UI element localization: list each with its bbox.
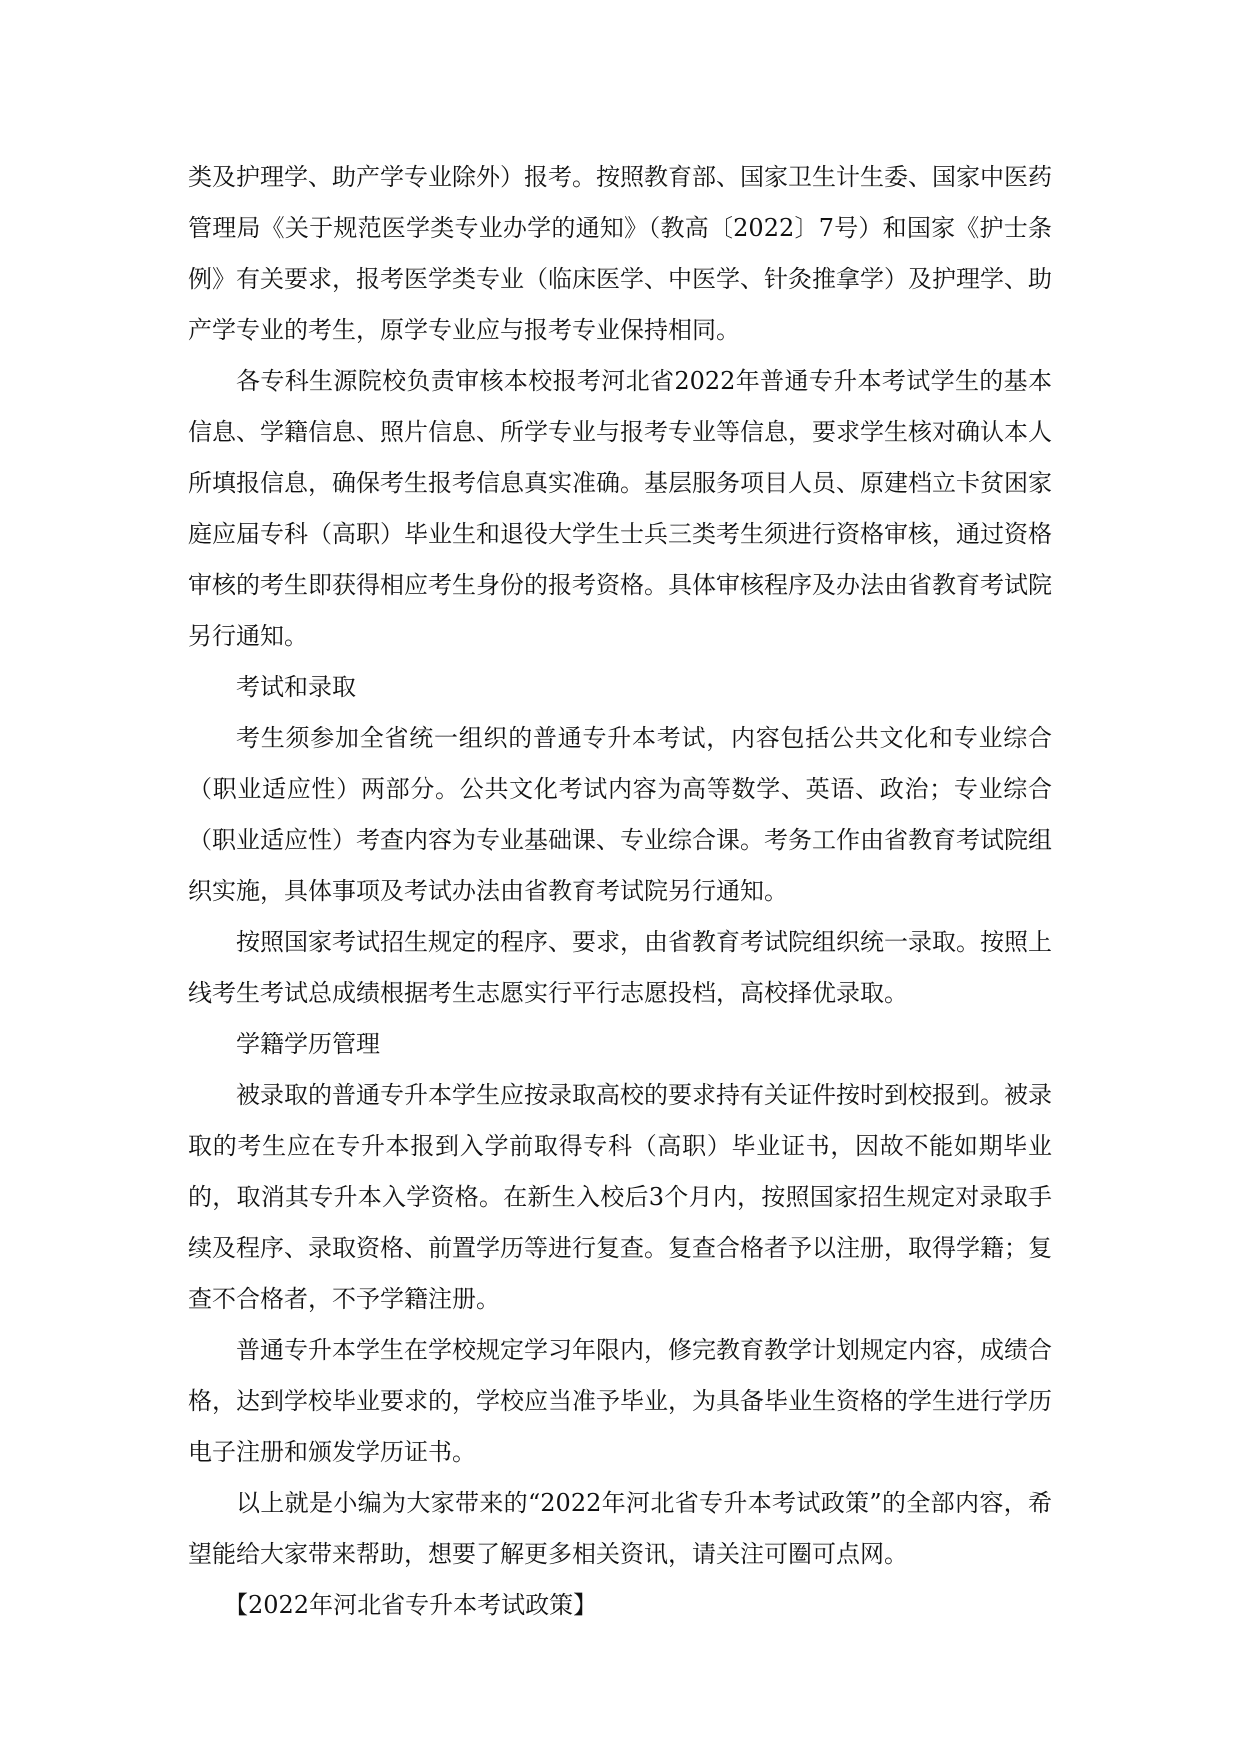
section-heading-exam-admission: 考试和录取 (236, 673, 356, 701)
paragraph-exam-content: 考生须参加全省统一组织的普通专升本考试，内容包括公共文化和专业综合（职业适应性）两部分。公共文化考试内容为高等数学、英语、政治；专业综合（职业适应性）考查内容为专业基础课、专业综合课。考务工作由省教育考试院组织实施，具体事项及考试办法由省教育考试院另行通知。 (188, 724, 1052, 905)
paragraph-source-review: 各专科生源院校负责审核本校报考河北省2022年普通专升本考试学生的基本信息、学籍信息、照片信息、所学专业与报考专业等信息，要求学生核对确认本人所填报信息，确保考生报考信息真实准确。基层服务项目人员、原建档立卡贫困家庭应届专科（高职）毕业生和退役大学生士兵三类考生须进行资格审核，通过资格审核的考生即获得相应考生身份的报考资格。具体审核程序及办法由省教育考试院另行通知。 (188, 367, 1052, 650)
paragraph-enrollment-check: 被录取的普通专升本学生应按录取高校的要求持有关证件按时到校报到。被录取的考生应在专升本报到入学前取得专科（高职）毕业证书，因故不能如期毕业的，取消其专升本入学资格。在新生入校后3个月内，按照国家招生规定对录取手续及程序、录取资格、前置学历等进行复查。复查合格者予以注册，取得学籍；复查不合格者，不予学籍注册。 (188, 1081, 1052, 1313)
paragraph-graduation: 普通专升本学生在学校规定学习年限内，修完教育教学计划规定内容，成绩合格，达到学校毕业要求的，学校应当准予毕业，为具备毕业生资格的学生进行学历电子注册和颁发学历证书。 (188, 1336, 1052, 1466)
paragraph-closing-note: 以上就是小编为大家带来的“2022年河北省专升本考试政策”的全部内容，希望能给大家带来帮助，想要了解更多相关资讯，请关注可圈可点网。 (188, 1489, 1052, 1568)
section-heading-enrollment-management: 学籍学历管理 (236, 1030, 380, 1058)
policy-title-tag: 【2022年河北省专升本考试政策】 (224, 1591, 598, 1619)
paragraph-nursing-exclusion: 类及护理学、助产学专业除外）报考。按照教育部、国家卫生计生委、国家中医药管理局《关于规范医学类专业办学的通知》（教高〔2022〕7号）和国家《护士条例》有关要求，报考医学类专业（临床医学、中医学、针灸推拿学）及护理学、助产学专业的考生，原学专业应与报考专业保持相同。 (188, 163, 1052, 344)
document-body (188, 152, 1052, 1631)
paragraph-admission-rules: 按照国家考试招生规定的程序、要求，由省教育考试院组织统一录取。按照上线考生考试总成绩根据考生志愿实行平行志愿投档，高校择优录取。 (188, 928, 1052, 1007)
